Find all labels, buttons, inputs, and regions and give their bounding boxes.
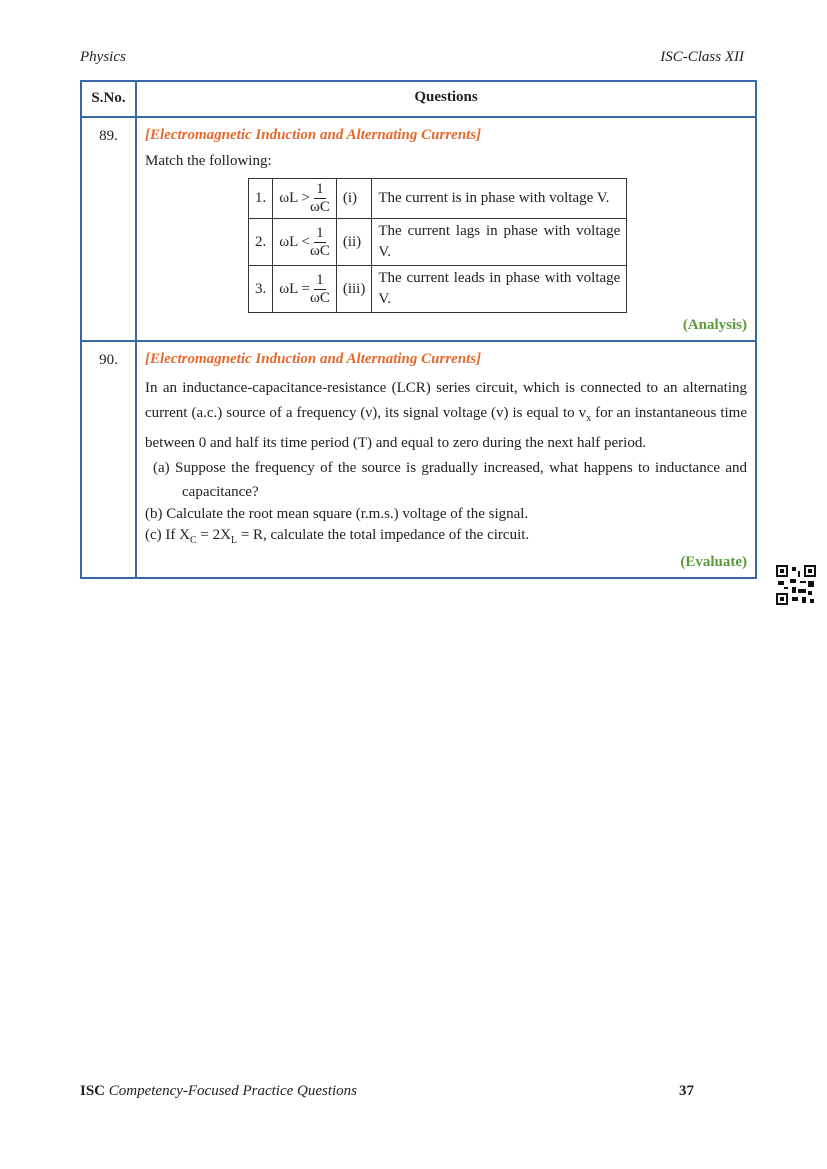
question-stem [145,376,747,456]
topic: [Electromagnetic Induction and Alternating Currents] [145,351,482,367]
match-table [248,178,627,313]
denominator: ωC [309,199,330,215]
part-b: (b) Calculate the root mean square (r.m.s.) voltage of the signal. [145,506,529,522]
footer-brand: ISC [80,1083,106,1099]
match-row [249,179,627,219]
condition-lhs: ωL < [279,233,310,250]
question-number: 90. [82,342,137,577]
part-c-text: = R, calculate the total impedance of the circuit. [237,527,530,543]
questions-header: Questions [414,89,478,105]
condition [273,219,337,266]
fraction [310,181,330,216]
header-class: ISC-Class XII [660,49,744,65]
part-a: (a) Suppose the frequency of the source is gradually increased, what happens to inductance and capacitance? [153,460,747,500]
numerator: 1 [316,271,324,288]
roman-label: (ii) [336,219,372,266]
denominator: ωC [309,242,330,259]
skill-tag: (Analysis) [682,317,747,333]
skill-tag: (Evaluate) [680,554,747,570]
sno-header: S.No. [82,82,137,116]
condition-lhs: ωL = [279,280,310,297]
denominator: ωC [309,289,330,306]
subscript: C [189,535,197,546]
stem-text: for an instantaneous time between 0 and half its time period (T) and equal to zero during the next half period. [145,405,747,451]
table-header [82,82,755,116]
row-number: 2. [249,219,273,266]
question-89 [82,116,755,340]
stem-subscript: x [586,413,592,424]
row-number: 3. [249,266,273,313]
condition [273,179,337,219]
roman-label: (iii) [336,266,372,313]
roman-label: (i) [336,179,372,219]
fraction [310,225,330,260]
question-90 [82,340,755,577]
condition-lhs: ωL > [279,189,310,206]
description: The current leads in phase with voltage V. [372,266,627,313]
part-c-text: = 2X [196,527,231,543]
description: The current is in phase with voltage V. [372,179,627,219]
qr-code-icon [776,565,816,605]
condition [273,266,337,313]
match-row [249,266,627,313]
footer-text: Competency-Focused Practice Questions [108,1083,358,1099]
part-c-text: (c) If X [145,527,190,543]
questions-table [80,80,757,579]
numerator: 1 [316,224,324,241]
footer-title [80,1083,357,1100]
page-number: 37 [679,1083,694,1099]
part-c [145,527,747,546]
subscript: L [230,535,238,546]
stem-text: In an inductance-capacitance-resistance (LCR) series circuit, which is connected to an alternating current (a.c.) source of a frequency (ν), its signal voltage (v) is equal to v [145,380,747,421]
row-number: 1. [249,179,273,219]
question-number: 89. [82,118,137,340]
description: The current lags in phase with voltage V. [372,219,627,266]
numerator: 1 [316,181,324,197]
header-subject: Physics [80,49,126,65]
topic: [Electromagnetic Induction and Alternating Currents] [145,127,482,143]
fraction [310,272,330,307]
prompt: Match the following: [145,153,272,169]
match-row [249,219,627,266]
